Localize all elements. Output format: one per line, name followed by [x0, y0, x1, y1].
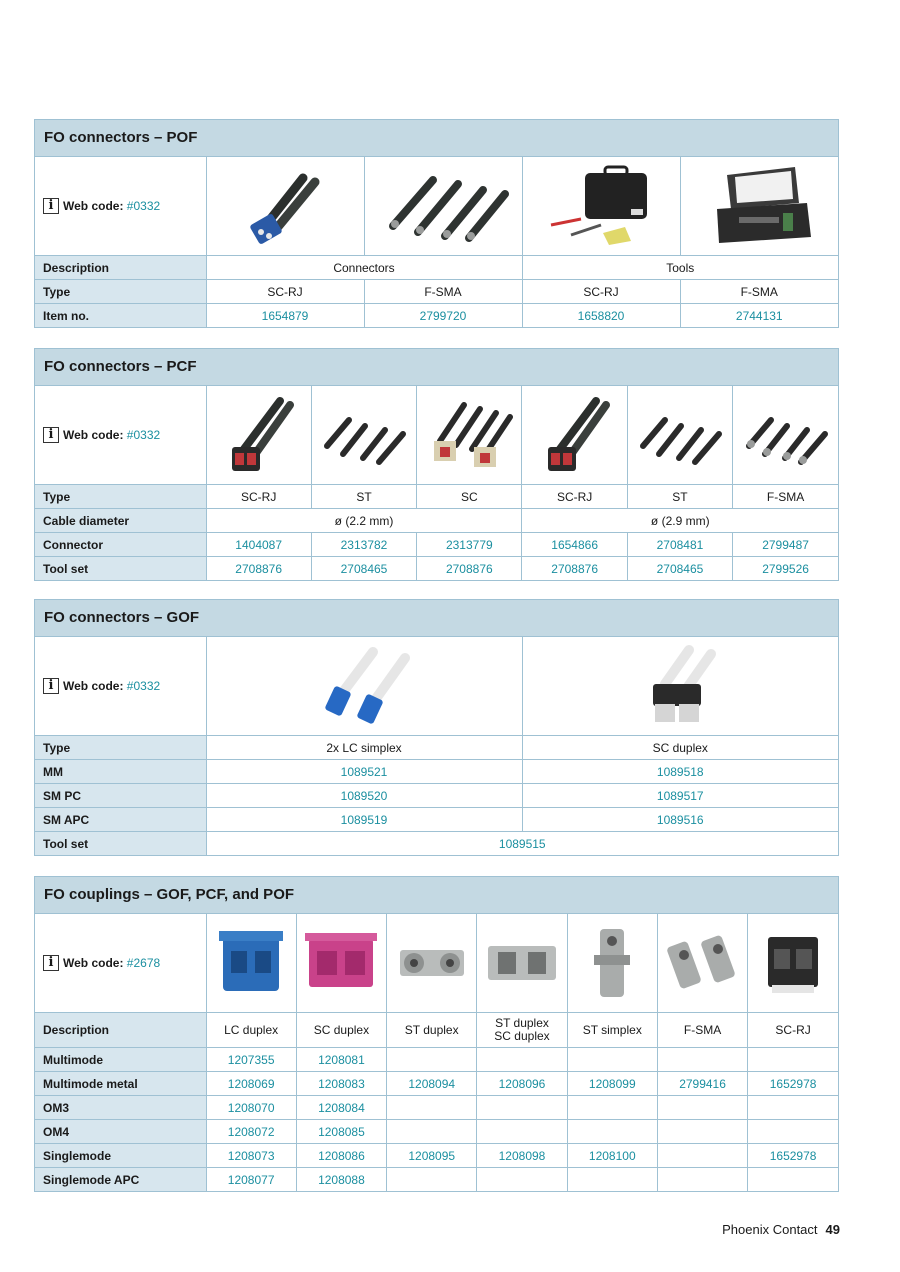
cell: F-SMA	[733, 485, 838, 509]
cell: 2x LC simplex	[206, 736, 522, 760]
item-link[interactable]: 1208088	[296, 1168, 386, 1192]
product-image	[567, 914, 657, 1013]
item-link[interactable]: 1207355	[206, 1048, 296, 1072]
item-link[interactable]: 2799526	[733, 557, 838, 581]
row-label: Singlemode	[35, 1144, 206, 1168]
web-code-cell	[35, 914, 206, 1013]
product-image	[206, 914, 296, 1013]
item-link[interactable]: 2708876	[206, 557, 311, 581]
cell: Tools	[522, 256, 838, 280]
row-label: Tool set	[35, 557, 206, 581]
item-link[interactable]: 2313782	[311, 533, 416, 557]
section-title: FO connectors – POF	[35, 120, 838, 157]
row-label: Item no.	[35, 304, 206, 328]
sc-beige-connectors-icon	[424, 395, 514, 475]
item-link[interactable]	[748, 1168, 838, 1192]
row-label: SM APC	[35, 808, 206, 832]
item-link[interactable]	[477, 1048, 567, 1072]
product-image	[311, 386, 416, 485]
table-row	[35, 1144, 838, 1168]
web-code-label: Web code:	[63, 679, 124, 693]
row-label: Multimode	[35, 1048, 206, 1072]
section-couplings	[34, 876, 839, 1192]
item-link[interactable]: 1089519	[206, 808, 522, 832]
row-label: MM	[35, 760, 206, 784]
pof-table	[35, 157, 838, 327]
f-sma-connectors-icon	[741, 400, 831, 470]
item-link[interactable]	[567, 1048, 657, 1072]
item-link[interactable]	[387, 1096, 477, 1120]
sc-rj-connector-icon	[225, 166, 345, 246]
cell: ST	[311, 485, 416, 509]
web-code-cell	[35, 637, 206, 736]
item-link[interactable]	[657, 1096, 747, 1120]
section-pcf	[34, 348, 839, 581]
item-link[interactable]	[657, 1120, 747, 1144]
cell: LC duplex	[206, 1013, 296, 1048]
item-link[interactable]	[567, 1096, 657, 1120]
table-row	[35, 1072, 838, 1096]
item-link[interactable]: 1208069	[206, 1072, 296, 1096]
st-connectors-icon	[319, 400, 409, 470]
item-link[interactable]: 1208096	[477, 1072, 567, 1096]
st-connectors-icon	[635, 400, 725, 470]
couplings-table	[35, 914, 838, 1191]
f-sma-coupling-icon	[663, 923, 743, 1003]
item-link[interactable]: 2708465	[627, 557, 732, 581]
cell: SC duplex	[522, 736, 838, 760]
info-icon: i	[43, 678, 59, 694]
page-number: 49	[825, 1222, 840, 1237]
item-link[interactable]: 2799416	[657, 1072, 747, 1096]
cell: ST	[627, 485, 732, 509]
cell: SC	[417, 485, 522, 509]
item-link[interactable]: 1208085	[296, 1120, 386, 1144]
cell: SC-RJ	[206, 485, 311, 509]
product-image	[417, 386, 522, 485]
section-title: FO connectors – PCF	[35, 349, 838, 386]
product-image	[627, 386, 732, 485]
cell-line: SC duplex	[494, 1029, 550, 1043]
table-row	[35, 1096, 838, 1120]
item-link[interactable]: 1404087	[206, 533, 311, 557]
row-label: Type	[35, 485, 206, 509]
web-code-label: Web code:	[63, 428, 124, 442]
gof-table	[35, 637, 838, 855]
cell: ø (2.9 mm)	[522, 509, 838, 533]
item-link[interactable]	[567, 1120, 657, 1144]
item-link[interactable]: 1089517	[522, 784, 838, 808]
web-code-label: Web code:	[63, 199, 124, 213]
section-pof	[34, 119, 839, 328]
item-link[interactable]: 2744131	[680, 304, 838, 328]
item-link[interactable]: 1089516	[522, 808, 838, 832]
web-code-link[interactable]: #0332	[126, 199, 161, 213]
item-link[interactable]: 1658820	[522, 304, 680, 328]
lc-simplex-connectors-icon	[309, 644, 419, 728]
item-link[interactable]: 1208077	[206, 1168, 296, 1192]
sc-duplex-connector-icon	[625, 644, 735, 728]
item-link[interactable]: 1208099	[567, 1072, 657, 1096]
item-link[interactable]: 1208100	[567, 1144, 657, 1168]
sc-rj-red-connector-icon	[530, 393, 620, 477]
web-code-link[interactable]: #2678	[126, 956, 161, 970]
product-image	[477, 914, 567, 1013]
item-link[interactable]	[477, 1096, 567, 1120]
info-icon: i	[43, 198, 59, 214]
sc-duplex-coupling-icon	[301, 923, 381, 1003]
product-image	[748, 914, 838, 1013]
item-link[interactable]	[387, 1120, 477, 1144]
product-image	[206, 386, 311, 485]
row-label: Cable diameter	[35, 509, 206, 533]
table-row	[35, 1168, 838, 1192]
cell: F-SMA	[364, 280, 522, 304]
f-sma-connectors-icon	[373, 166, 513, 246]
sc-rj-red-connector-icon	[214, 393, 304, 477]
row-label: Singlemode APC	[35, 1168, 206, 1192]
web-code-link[interactable]: #0332	[126, 679, 161, 693]
section-title: FO couplings – GOF, PCF, and POF	[35, 877, 838, 914]
product-image	[206, 637, 522, 736]
open-tool-case-icon	[699, 163, 819, 249]
web-code-label: Web code:	[63, 956, 124, 970]
item-link[interactable]: 1654866	[522, 533, 627, 557]
item-link[interactable]: 1208070	[206, 1096, 296, 1120]
item-link[interactable]: 1652978	[748, 1144, 838, 1168]
item-link[interactable]	[657, 1048, 747, 1072]
item-link[interactable]	[657, 1144, 747, 1168]
web-code-cell	[35, 386, 206, 485]
item-link[interactable]	[748, 1096, 838, 1120]
page-footer	[722, 1222, 840, 1237]
st-sc-duplex-coupling-icon	[482, 928, 562, 998]
item-link[interactable]: 1089520	[206, 784, 522, 808]
product-image	[296, 914, 386, 1013]
row-label: Type	[35, 280, 206, 304]
cell: F-SMA	[680, 280, 838, 304]
product-image	[522, 386, 627, 485]
item-link[interactable]: 1208084	[296, 1096, 386, 1120]
item-link[interactable]: 1208073	[206, 1144, 296, 1168]
row-label: Description	[35, 1013, 206, 1048]
table-row	[35, 1048, 838, 1072]
item-link[interactable]	[387, 1168, 477, 1192]
product-image	[522, 157, 680, 256]
table-row	[35, 1120, 838, 1144]
row-label: SM PC	[35, 784, 206, 808]
item-link[interactable]: 1208098	[477, 1144, 567, 1168]
cell: SC-RJ	[748, 1013, 838, 1048]
footer-brand: Phoenix Contact	[722, 1222, 818, 1237]
lc-duplex-coupling-icon	[213, 923, 289, 1003]
pcf-table	[35, 386, 838, 580]
cell: Connectors	[206, 256, 522, 280]
item-link[interactable]: 1089515	[206, 832, 838, 856]
item-link[interactable]: 1208081	[296, 1048, 386, 1072]
cell: ST duplex	[387, 1013, 477, 1048]
item-link[interactable]	[477, 1168, 567, 1192]
tool-case-icon	[541, 163, 661, 249]
cell-line: ST duplex	[495, 1016, 549, 1030]
item-link[interactable]: 2799487	[733, 533, 838, 557]
row-label: Type	[35, 736, 206, 760]
cell: ST simplex	[567, 1013, 657, 1048]
cell: SC-RJ	[522, 280, 680, 304]
item-link[interactable]: 1089521	[206, 760, 522, 784]
cell: ø (2.2 mm)	[206, 509, 522, 533]
item-link[interactable]: 1208095	[387, 1144, 477, 1168]
web-code-cell	[35, 157, 206, 256]
row-label: Description	[35, 256, 206, 280]
item-link[interactable]	[657, 1168, 747, 1192]
item-link[interactable]: 1208083	[296, 1072, 386, 1096]
item-link[interactable]: 1652978	[748, 1072, 838, 1096]
item-link[interactable]: 1654879	[206, 304, 364, 328]
product-image	[657, 914, 747, 1013]
cell: SC-RJ	[206, 280, 364, 304]
product-image	[364, 157, 522, 256]
product-image	[206, 157, 364, 256]
item-link[interactable]: 1208072	[206, 1120, 296, 1144]
st-duplex-coupling-icon	[392, 928, 472, 998]
cell: SC-RJ	[522, 485, 627, 509]
row-label: Connector	[35, 533, 206, 557]
item-link[interactable]: 2708876	[522, 557, 627, 581]
item-link[interactable]: 2708481	[627, 533, 732, 557]
item-link[interactable]	[567, 1168, 657, 1192]
item-link[interactable]: 1089518	[522, 760, 838, 784]
item-link[interactable]: 2708465	[311, 557, 416, 581]
item-link[interactable]: 2708876	[417, 557, 522, 581]
row-label: OM4	[35, 1120, 206, 1144]
product-image	[522, 637, 838, 736]
info-icon: i	[43, 955, 59, 971]
product-image	[387, 914, 477, 1013]
cell	[477, 1013, 567, 1048]
item-link[interactable]	[748, 1048, 838, 1072]
item-link[interactable]	[477, 1120, 567, 1144]
section-title: FO connectors – GOF	[35, 600, 838, 637]
item-link[interactable]: 1208086	[296, 1144, 386, 1168]
section-gof	[34, 599, 839, 856]
web-code-link[interactable]: #0332	[126, 428, 161, 442]
item-link[interactable]	[387, 1048, 477, 1072]
cell: SC duplex	[296, 1013, 386, 1048]
item-link[interactable]	[748, 1120, 838, 1144]
info-icon: i	[43, 427, 59, 443]
item-link[interactable]: 2313779	[417, 533, 522, 557]
item-link[interactable]: 1208094	[387, 1072, 477, 1096]
st-simplex-coupling-icon	[582, 921, 642, 1005]
product-image	[733, 386, 838, 485]
item-link[interactable]: 2799720	[364, 304, 522, 328]
row-label: OM3	[35, 1096, 206, 1120]
row-label: Multimode metal	[35, 1072, 206, 1096]
cell: F-SMA	[657, 1013, 747, 1048]
product-image	[680, 157, 838, 256]
row-label: Tool set	[35, 832, 206, 856]
sc-rj-coupling-icon	[758, 923, 828, 1003]
